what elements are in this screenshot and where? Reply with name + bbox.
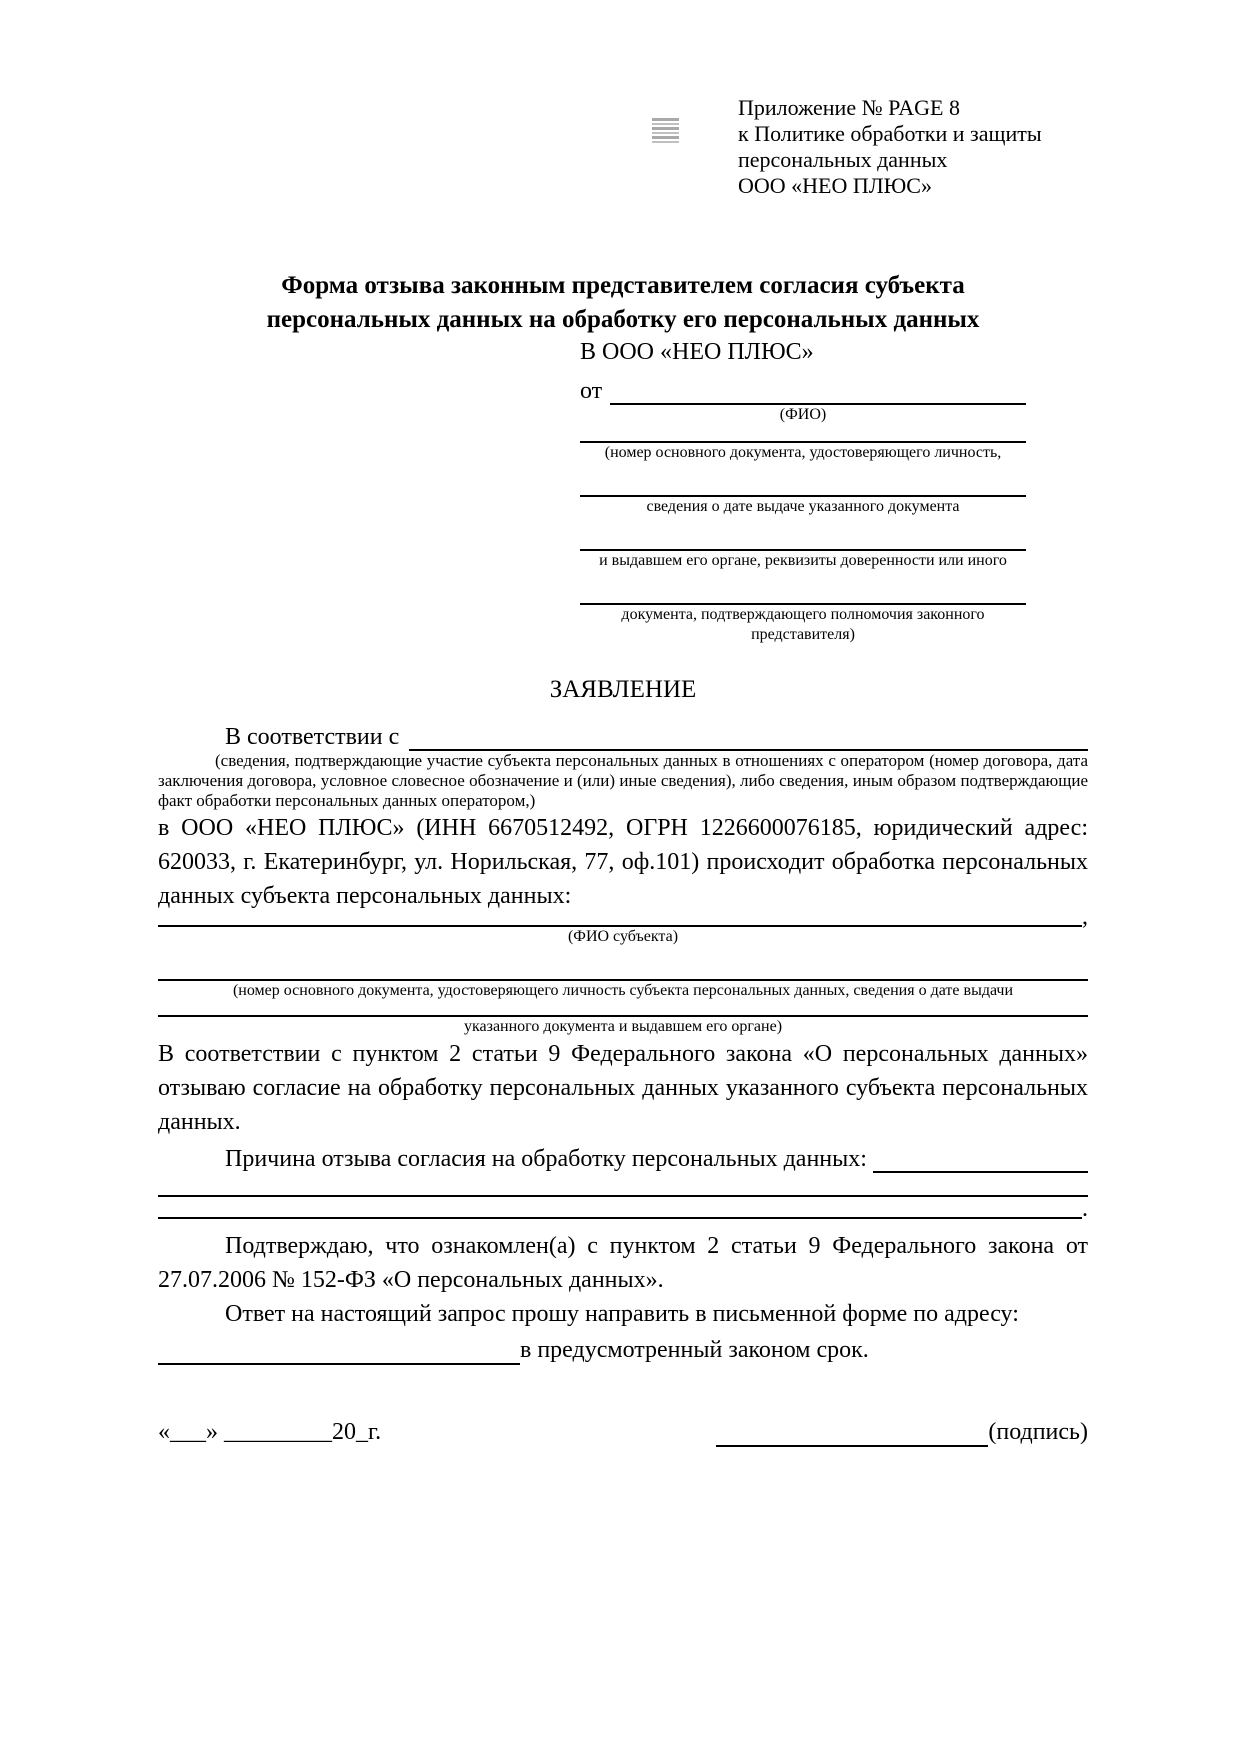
signature-blank-field [716,1423,988,1447]
statement-heading: ЗАЯВЛЕНИЕ [549,676,697,703]
document-issue-date-blank-field [580,463,1026,497]
policy-line-2: персональных данных [738,147,948,172]
subject-fio-suffix: , [1082,904,1088,930]
applicant-document-caption-3: и выдавшем его органе, реквизиты доверенности или иного [599,552,1007,569]
fio-caption: (ФИО) [779,406,827,423]
subject-document-caption-1: (номер основного документа, удостоверяющего личность субъекта персональных данных, сведения о дате выдачи [232,982,1014,999]
organization-name: ООО «НЕО ПЛЮС» [738,173,932,198]
form-title [158,269,1088,337]
signature-caption: (подпись) [988,1419,1088,1445]
date-blank-line: «___» _________20_г. [158,1419,382,1445]
from-label: от [580,378,603,404]
appendix-number-line: Приложение № PAGE 8 [738,95,960,120]
reason-continuation-row-2 [158,1196,1088,1222]
appendix-header [738,95,1088,199]
subject-document-blank-field [158,963,1088,981]
applicant-document-blank-field [580,425,1026,443]
subject-fio-caption: (ФИО субъекта) [567,928,679,945]
issuing-authority-blank-field [580,517,1026,551]
reason-line-suffix: . [1082,1196,1088,1222]
representative-authority-blank-field [580,571,1026,605]
form-title-line-2: персональных данных на обработку его персональных данных [266,306,980,333]
reason-row [158,1143,1088,1173]
subject-document-issuer-blank-field [158,1001,1088,1017]
from-row [580,375,1026,405]
applicant-document-caption-4: документа, подтверждающего полномочия законного представителя) [621,606,985,643]
footer-row [158,1417,1088,1447]
in-accordance-row [158,721,1088,751]
signature-group [716,1417,1088,1447]
reason-continuation-blank-field-2 [158,1197,1082,1219]
reason-continuation-blank-field-1 [158,1181,1088,1197]
subject-fio-blank-field [158,913,1082,927]
reply-address-row [158,1331,1088,1365]
addressee-organization: В ООО «НЕО ПЛЮС» [580,339,814,365]
applicant-document-caption-2: сведения о дате выдаче указанного документа [646,498,960,515]
embedded-text-thumbnail-icon [652,118,679,145]
form-title-line-1: Форма отзыва законным представителем согласия субъекта [281,272,965,299]
withdrawal-paragraph: В соответствии с пунктом 2 статьи 9 Федерального закона «О персональных данных» отзываю согласие на обработку персональных данных указанного субъекта персональных данных. [158,1041,1088,1135]
in-accordance-label: В соответствии с [225,724,400,750]
reply-term-text: в предусмотренный законом срок. [520,1337,869,1363]
addressee-block [580,337,1026,645]
confirmation-paragraph: Подтверждаю, что ознакомлен(а) с пунктом 2 статьи 9 Федерального закона от 27.07.2006 № 152-ФЗ «О персональных данных». [158,1233,1088,1293]
policy-line-1: к Политике обработки и защиты [738,121,1042,146]
legal-basis-footnote: (сведения, подтверждающие участие субъекта персональных данных в отношениях с оператором (номер договора, дата заключения договора, условное словесное обозначение и (или) иные сведения), либо сведения, иным образом подтверждающие факт обработки персональных данных оператором,) [158,751,1088,810]
subject-document-caption-2: указанного документа и выдавшем его органе) [463,1018,783,1035]
reason-blank-field [873,1171,1088,1173]
reply-address-blank-field [158,1363,520,1365]
applicant-document-caption-1: (номер основного документа, удостоверяющего личность, [604,444,1002,461]
reply-request-line: Ответ на настоящий запрос прошу направить в письменной форме по адресу: [225,1301,1019,1327]
reason-label: Причина отзыва согласия на обработку персональных данных: [225,1146,867,1172]
operator-paragraph: в ООО «НЕО ПЛЮС» (ИНН 6670512492, ОГРН 1226600076185, юридический адрес: 620033, г. Екатеринбург, ул. Норильская, 77, оф.101) происходит обработка персональных данных субъекта персональных данных: [158,815,1088,909]
subject-fio-row [158,904,1088,930]
